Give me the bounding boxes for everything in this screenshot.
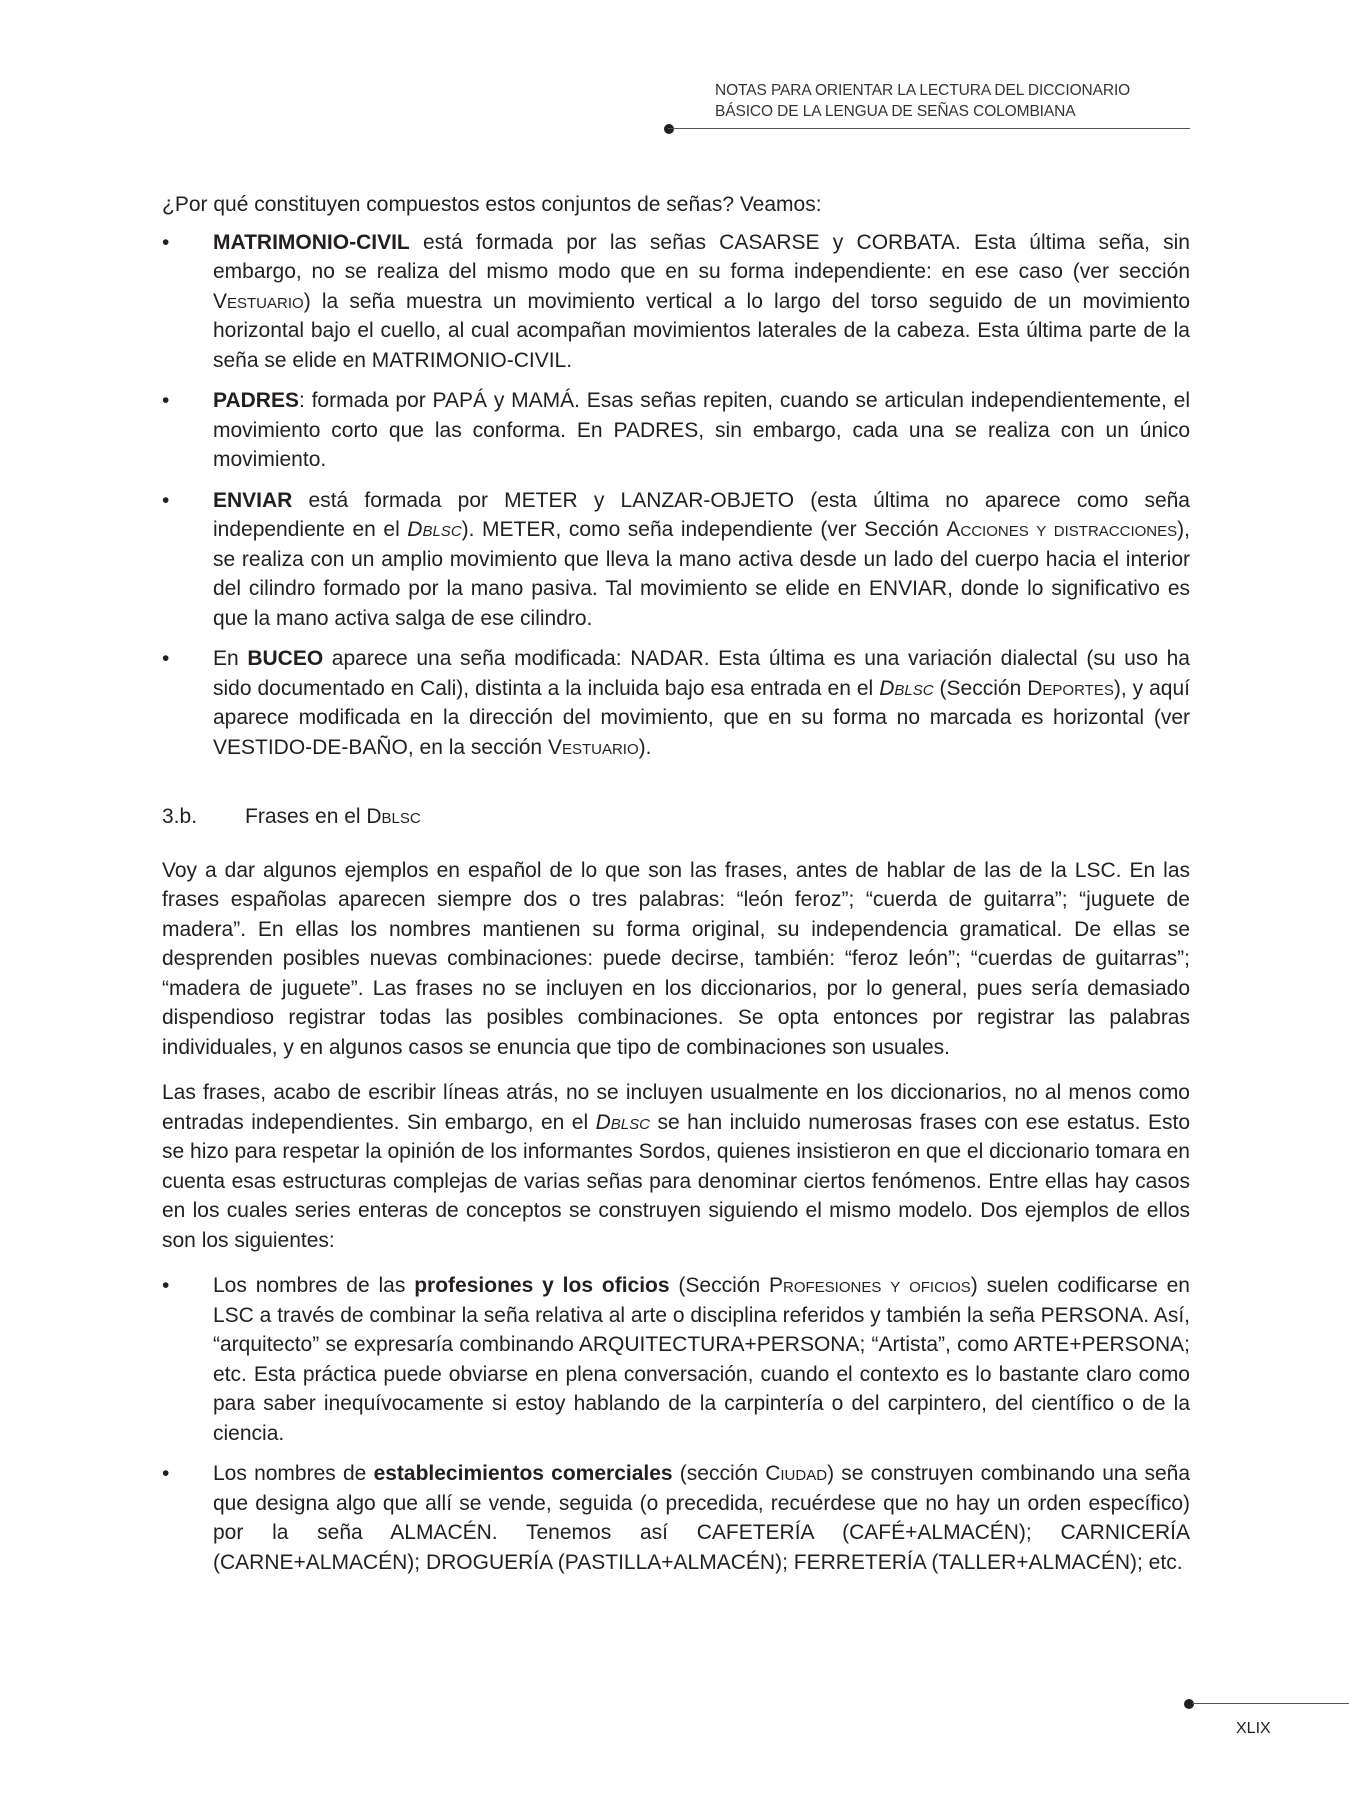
header-dot-ornament — [664, 124, 674, 134]
paragraph-frases-examples: Voy a dar algunos ejemplos en español de lo que son las frases, antes de hablar de las de la LSC. En las frases españolas aparecen siempre dos o tres palabras: “león feroz”; “cuerda de guitarra”; “juguete de madera”. En ellas los nombres mantienen su forma original, su independencia gramatical. De ellas se desprenden posibles nuevas combinaciones: puede decirse, también: “feroz león”; “cuerdas de guitarras”; “madera de juguete”. Las frases no se incluyen en los diccionarios, por lo general, pues sería demasiado dispendioso registrar todas las posibles combinaciones. Se opta entonces por registrar las palabras individuales, y en algunos casos se enuncia que tipo de combinaciones son usuales. — [162, 858, 1190, 1059]
term: establecimientos comerciales — [373, 1462, 673, 1485]
term: profesiones y los oficios — [414, 1274, 670, 1297]
footer-dot-ornament — [1184, 1699, 1194, 1709]
section-ref: Profesiones y oficios — [769, 1274, 971, 1297]
paragraph-frases-dblsc: Las frases, acabo de escribir líneas atrás, no se incluyen usualmente en los diccionarios, no al menos como entradas independientes. Sin embargo, en el Dblsc se han incluido numerosas frases con ese estatus. Esto se hizo para respetar la opinión de los informantes Sordos, quienes insistieron en que el diccionario tomara en cuenta esas estructuras complejas de varias señas para denominar ciertos fenómenos. Entre ellas hay casos en los cuales series enteras de conceptos se construyen siguiendo el mismo modelo. Dos ejemplos de ellos son los siguientes: — [162, 1081, 1190, 1252]
footer-rule — [1192, 1703, 1349, 1704]
list-item-buceo: • En BUCEO aparece una seña modificada: NADAR. Esta última es una variación dialectal (su uso ha sido documentado en Cali), distinta a la incluida bajo esa entrada en el Dblsc (Sección Deportes), y aquí aparece modificada en la dirección del movimiento, que en su forma no marcada es horizontal (ver VESTIDO-DE-BAÑO, en la sección Vestuario). — [162, 644, 1190, 762]
section-ref: Ciudad — [765, 1462, 828, 1485]
running-header-line-1: NOTAS PARA ORIENTAR LA LECTURA DEL DICCIONARIO — [715, 82, 1131, 99]
bullet-icon: • — [162, 230, 170, 254]
bullet-icon: • — [162, 647, 170, 670]
list-item-profesiones: • Los nombres de las profesiones y los oficios (Sección Profesiones y oficios) suelen codificarse en LSC a través de combinar la seña relativa al arte o disciplina referidos y también la seña PERSONA. Así, “arquitecto” se expresaría combinando ARQUITECTURA+PERSONA; “Artista”, como ARTE+PERSONA; etc. Esta práctica puede obviarse en plena conversación, cuando el contexto es lo bastante claro como para saber inequívocamente si estoy hablando de la carpintería o del carpintero, del científico o de la ciencia. — [162, 1271, 1190, 1448]
section-ref: Acciones y distracciones — [946, 518, 1178, 541]
term: BUCEO — [247, 647, 324, 670]
header-rule — [668, 128, 1190, 129]
term: MATRIMONIO-CIVIL — [213, 230, 410, 254]
term: ENVIAR — [213, 488, 293, 512]
section-ref: Vestuario — [213, 289, 304, 313]
bullet-icon: • — [162, 1462, 170, 1485]
running-header-line-2: BÁSICO DE LA LENGUA DE SEÑAS COLOMBIANA — [715, 103, 1076, 120]
list-item-matrimonio-civil: • MATRIMONIO-CIVIL está formada por las señas CASARSE y CORBATA. Esta última seña, sin embargo, no se realiza del mismo modo que en su forma independiente: en ese caso (ver sección Vestuario) la seña muestra un movimiento vertical a lo largo del torso seguido de un movimiento horizontal bajo el cuello, al cual acompañan movimientos laterales de la cabeza. Esta última parte de la seña se elide en MATRIMONIO-CIVIL. — [162, 228, 1190, 376]
term: PADRES — [213, 389, 299, 412]
dictionary-abbrev: Dblsc — [366, 805, 421, 828]
list-item-establecimientos: • Los nombres de establecimientos comerciales (sección Ciudad) se construyen combinando una seña que designa algo que allí se vende, seguida (o precedida, recuérdese que no hay un orden específico) por la seña ALMACÉN. Tenemos así CAFETERÍA (CAFÉ+ALMACÉN); CARNICERÍA (CARNE+ALMACÉN); DROGUERÍA (PASTILLA+ALMACÉN); FERRETERÍA (TALLER+ALMACÉN); etc. — [162, 1459, 1190, 1577]
compounds-list — [162, 228, 1190, 763]
bullet-icon: • — [162, 389, 170, 412]
section-ref: Vestuario — [547, 735, 639, 759]
bullet-icon: • — [162, 488, 170, 512]
page-number: XLIX — [1236, 1720, 1271, 1737]
list-item-padres: • PADRES: formada por PAPÁ y MAMÁ. Esas señas repiten, cuando se articulan independientemente, el movimiento corto que las conforma. En PADRES, sin embargo, cada una se realiza con un único movimiento. — [162, 386, 1190, 475]
dictionary-abbrev: Dblsc — [595, 1110, 650, 1134]
section-heading — [162, 802, 1190, 832]
section-title: Frases en el Dblsc — [245, 805, 421, 828]
dictionary-abbrev: Dblsc — [879, 676, 934, 700]
bullet-icon: • — [162, 1274, 170, 1297]
intro-sentence: ¿Por qué constituyen compuestos estos conjuntos de señas? Veamos: — [162, 193, 822, 216]
dictionary-abbrev: Dblsc — [407, 518, 462, 541]
page-body — [162, 190, 1190, 1588]
running-header — [715, 80, 1130, 122]
examples-list — [162, 1271, 1190, 1577]
section-number: 3.b. — [162, 805, 198, 828]
list-item-enviar: • ENVIAR está formada por METER y LANZAR-OBJETO (esta última no aparece como seña independiente en el Dblsc). METER, como seña independiente (ver Sección Acciones y distracciones), se realiza con un amplio movimiento que lleva la mano activa desde un lado del cuerpo hacia el interior del cilindro formado por la mano pasiva. Tal movimiento se elide en ENVIAR, donde lo significativo es que la mano activa salga de ese cilindro. — [162, 486, 1190, 634]
section-ref: Deportes — [1027, 676, 1114, 700]
